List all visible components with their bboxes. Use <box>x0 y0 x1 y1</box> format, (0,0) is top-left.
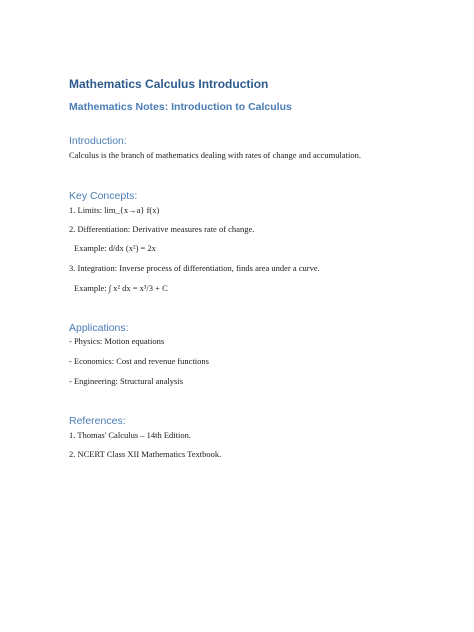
application-item: - Economics: Cost and revenue functions <box>69 356 209 366</box>
application-item: - Engineering: Structural analysis <box>69 376 184 386</box>
reference-item: 1. Thomas' Calculus – 14th Edition. <box>69 430 192 440</box>
key-concept-differentiation-example: Example: d/dx (x²) = 2x <box>74 243 156 253</box>
reference-item: 2. NCERT Class XII Mathematics Textbook. <box>69 449 222 459</box>
application-item: - Physics: Motion equations <box>69 336 165 346</box>
key-concept-integration: 3. Integration: Inverse process of differentiation, finds area under a curve. <box>69 263 320 273</box>
key-concept-integration-example: Example: ∫ x² dx = x³/3 + C <box>74 283 168 293</box>
applications-heading: Applications: <box>69 322 129 334</box>
document-content <box>69 76 429 459</box>
key-concept-differentiation: 2. Differentiation: Derivative measures rate of change. <box>69 224 255 234</box>
introduction-text: Calculus is the branch of mathematics dealing with rates of change and accumulation. <box>69 150 361 160</box>
document-subtitle: Mathematics Notes: Introduction to Calculus <box>69 101 292 113</box>
document-title: Mathematics Calculus Introduction <box>69 77 269 91</box>
key-concept-limits: 1. Limits: lim_{x→a} f(x) <box>69 205 160 215</box>
key-concepts-heading: Key Concepts: <box>69 190 138 202</box>
references-heading: References: <box>69 415 126 427</box>
introduction-heading: Introduction: <box>69 135 127 147</box>
